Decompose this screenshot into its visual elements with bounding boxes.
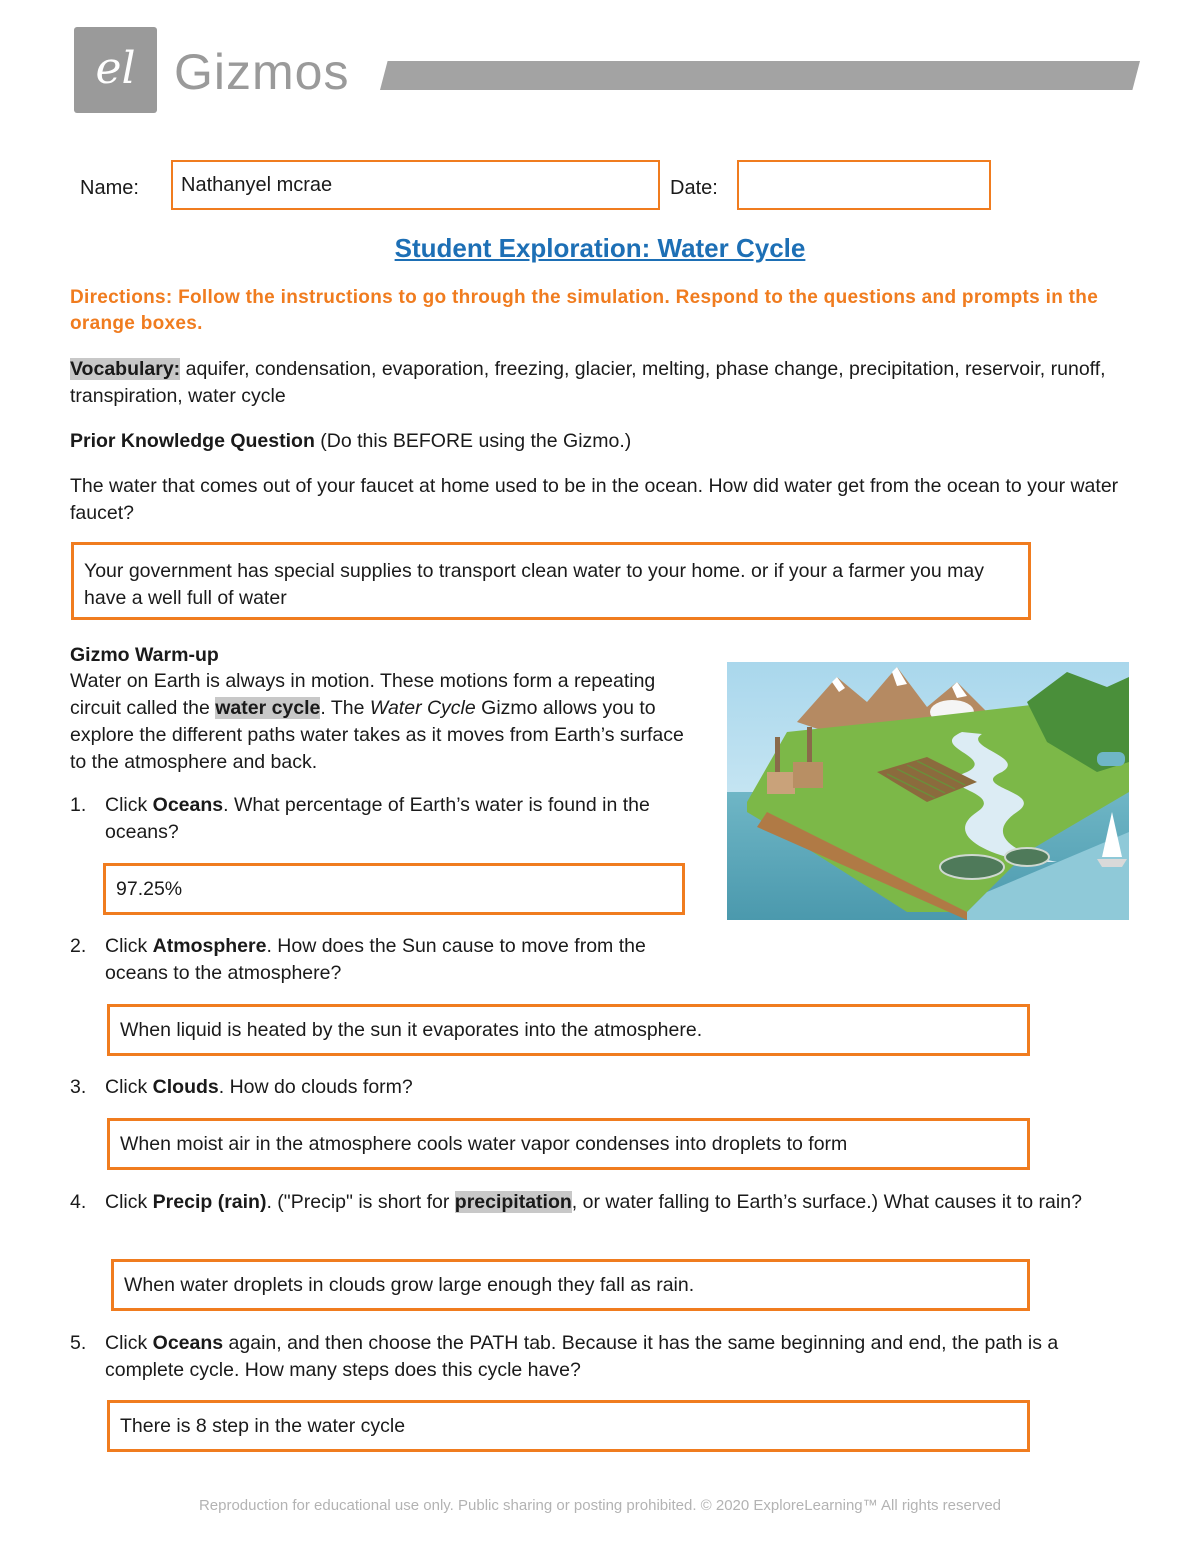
question-2-number: 2. [70, 935, 87, 957]
footer-copyright: Reproduction for educational use only. Public sharing or posting prohibited. © 2020 ExploreLearning™ All rights reserved [198, 1497, 1002, 1514]
explorelearning-logo [74, 27, 157, 113]
question-4-answer-box[interactable] [111, 1259, 1030, 1311]
water-cycle-term: water cycle [215, 697, 321, 719]
question-5-bold: Oceans [152, 1332, 224, 1354]
question-3-answer: When moist air in the atmosphere cools water vapor condenses into droplets to form [120, 1133, 848, 1155]
prior-knowledge-answer: Your government has special supplies to transport clean water to your home. or if your a farmer you may have a well full of water [84, 560, 984, 609]
question-3-text [105, 1074, 1005, 1101]
warmup-intro-part1: Water on Earth is always in motion. These motions form a repeating circuit called the [70, 670, 656, 719]
question-1-bold: Oceans [152, 794, 224, 816]
question-5-number: 5. [70, 1332, 87, 1354]
question-1-answer-box[interactable] [103, 863, 685, 915]
question-3-bold: Clouds [152, 1076, 219, 1098]
question-1-pre: Click [105, 794, 153, 816]
question-5-post: again, and then choose the PATH tab. Because it has the same beginning and end, the path is a complete cycle. How many steps does this cycle have? [105, 1332, 1059, 1381]
vocabulary-label: Vocabulary: [70, 358, 181, 380]
page-title: Student Exploration: Water Cycle [394, 233, 806, 263]
question-2-answer: When liquid is heated by the sun it evaporates into the atmosphere. [120, 1019, 703, 1041]
directions-text: Directions: Follow the instructions to go through the simulation. Respond to the questions and prompts in the orange boxes. [70, 287, 1099, 334]
question-5-answer: There is 8 step in the water cycle [120, 1415, 406, 1437]
question-4-mid: . ("Precip" is short for [266, 1191, 455, 1213]
question-5-answer-box[interactable] [107, 1400, 1030, 1452]
question-1-answer: 97.25% [116, 878, 183, 900]
question-3-answer-box[interactable] [107, 1118, 1030, 1170]
prior-knowledge-answer-box[interactable] [71, 542, 1031, 620]
warmup-intro-part2: . The [320, 697, 370, 719]
warmup-intro [70, 668, 690, 776]
water-cycle-illustration [727, 662, 1129, 920]
warmup-intro-part3: Gizmo allows you to explore the different paths water takes as it moves from Earth’s surface to the atmosphere and back. [70, 697, 684, 773]
question-2-post: . How does the Sun cause to move from the oceans to the atmosphere? [105, 935, 646, 984]
logo-text: el [95, 43, 136, 94]
prior-knowledge-heading-line [70, 428, 1120, 455]
question-3-number: 3. [70, 1076, 87, 1098]
question-3-post: . How do clouds form? [218, 1076, 413, 1098]
question-2-text [105, 933, 705, 987]
warmup-heading: Gizmo Warm-up [70, 644, 219, 666]
question-2-bold: Atmosphere [152, 935, 267, 957]
gizmos-brand-title: Gizmos [174, 44, 350, 100]
question-3-pre: Click [105, 1076, 153, 1098]
date-field[interactable] [737, 160, 991, 210]
date-label: Date: [670, 177, 718, 199]
question-5-text [105, 1330, 1130, 1384]
vocabulary-list: aquifer, condensation, evaporation, freezing, glacier, melting, phase change, precipitation, reservoir, runoff, transpiration, water cycle [70, 358, 1106, 407]
question-4-answer: When water droplets in clouds grow large enough they fall as rain. [124, 1274, 695, 1296]
prior-knowledge-note: (Do this BEFORE using the Gizmo.) [314, 430, 632, 452]
question-1-number: 1. [70, 794, 87, 816]
name-label: Name: [80, 177, 139, 199]
question-4-post: , or water falling to Earth’s surface.) What causes it to rain? [571, 1191, 1082, 1213]
question-4-bold: Precip (rain) [152, 1191, 267, 1213]
question-2-answer-box[interactable] [107, 1004, 1030, 1056]
precipitation-term: precipitation [454, 1191, 572, 1213]
prior-knowledge-question: The water that comes out of your faucet at home used to be in the ocean. How did water get from the ocean to your water faucet? [70, 475, 1119, 524]
vocabulary-paragraph [70, 356, 1120, 410]
question-4-number: 4. [70, 1191, 87, 1213]
header-bar [380, 61, 1140, 90]
question-4-pre: Click [105, 1191, 153, 1213]
name-field[interactable] [171, 160, 660, 210]
prior-knowledge-heading: Prior Knowledge Question [70, 430, 315, 452]
question-1-post: . What percentage of Earth’s water is found in the oceans? [105, 794, 650, 843]
question-2-pre: Click [105, 935, 153, 957]
question-4-text [105, 1189, 1125, 1216]
question-1-text [105, 792, 705, 846]
gizmo-name: Water Cycle [369, 697, 476, 719]
question-5-pre: Click [105, 1332, 153, 1354]
name-value: Nathanyel mcrae [181, 174, 333, 196]
